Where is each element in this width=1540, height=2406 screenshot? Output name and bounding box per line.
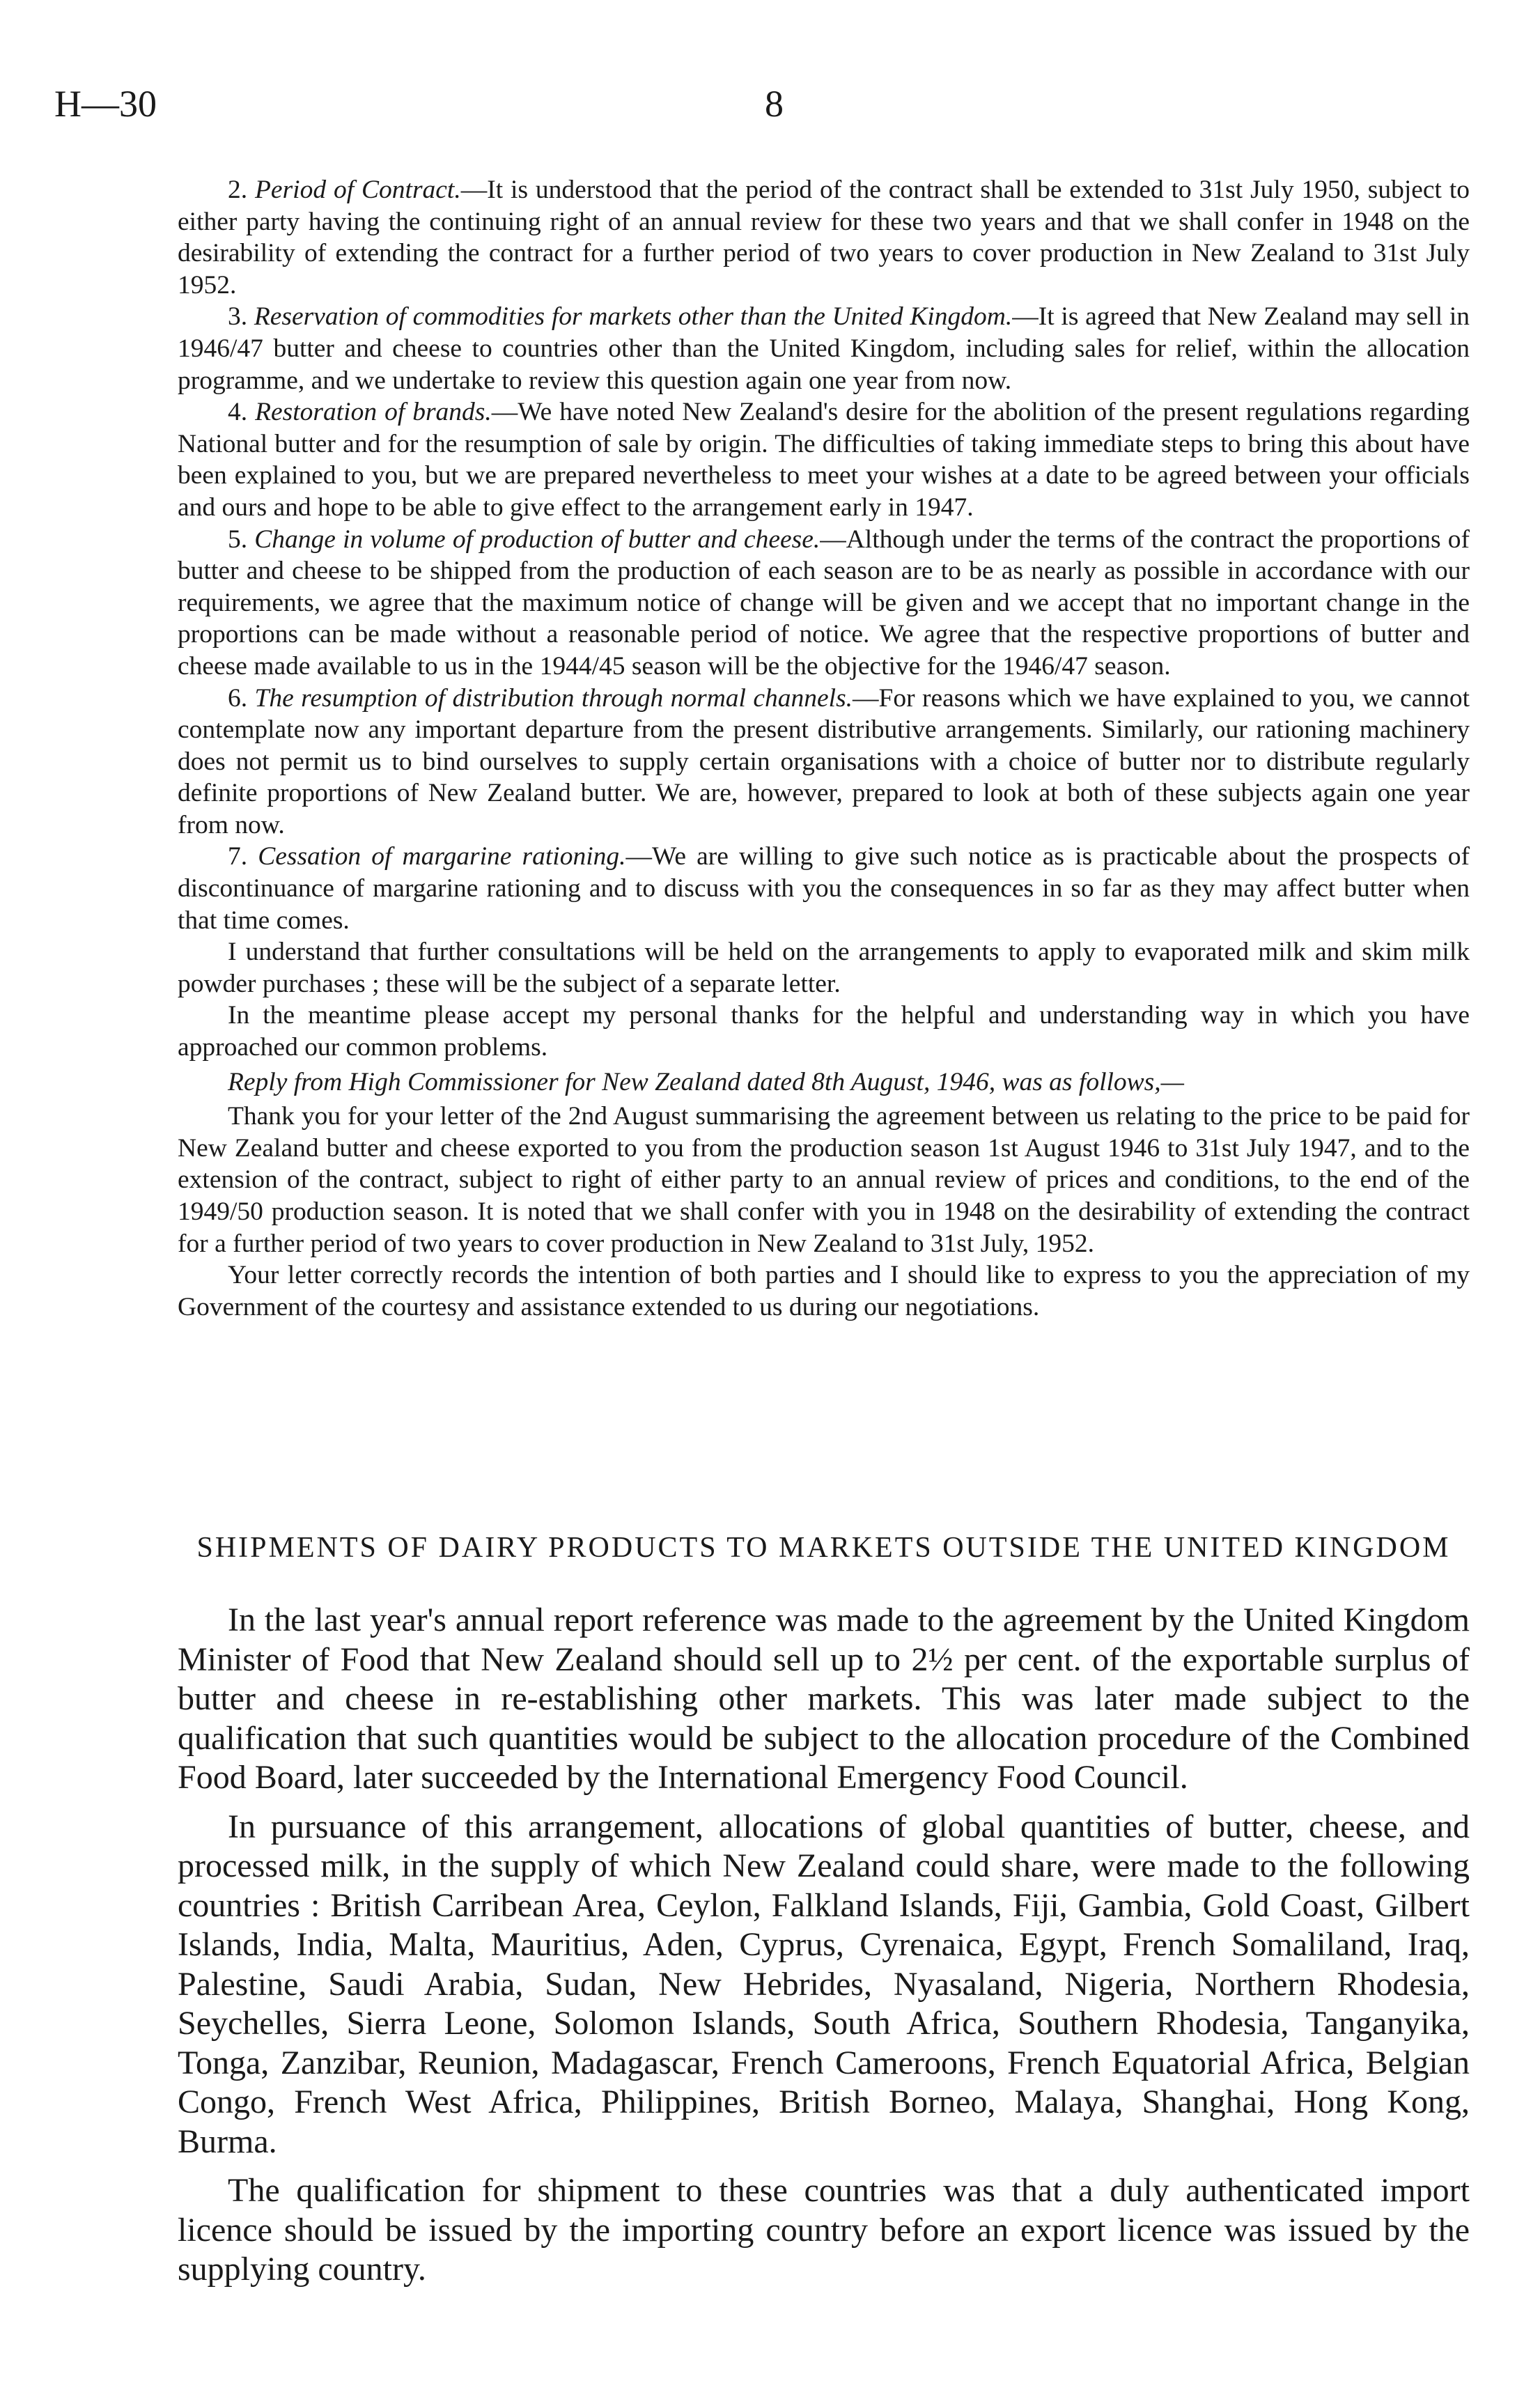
letter-item (178, 841, 1470, 936)
item-heading: Restoration of brands. (255, 398, 492, 427)
section-paragraph: The qualification for shipment to these countries was that a duly authenticated import licence should be issued by the importing country before an export licence was issued by the supplying country. (178, 2172, 1470, 2288)
reply-intro (178, 1066, 1470, 1099)
item-text: —It is understood that the period of the contract shall be extended to 31st July 1950, subject to either party having the continuing right of an annual review for these two years and that we shall confer in 1948 on the desirability of extending the contract for a further period of two years to cover production in New Zealand to 31st July 1952. (178, 176, 1470, 300)
item-text: —It is agreed that New Zealand may sell in 1946/47 butter and cheese to countries other than the United Kingdom, including sales for relief, within the allocation programme, and we undertake to review this question again one year from now. (178, 302, 1470, 395)
letter-item (178, 174, 1470, 301)
section-paragraph: In the last year's annual report reference was made to the agreement by the United Kingdom Minister of Food that New Zealand should sell up to 2½ per cent. of the exportable surplus of butter and cheese in re-establishing other markets. This was later made subject to the qualification that such quantities would be subject to the allocation procedure of the Combined Food Board, later succeeded by the International Emergency Food Council. (178, 1601, 1470, 1796)
item-text: —We are willing to give such notice as is practicable about the prospects of discontinuance of margarine rationing and to discuss with you the consequences in so far as they may affect butter when that time comes. (178, 842, 1470, 935)
item-number: 4. (228, 398, 256, 427)
letter-paragraph: In the meantime please accept my personal thanks for the helpful and understanding way in which you have approached our common problems. (178, 1001, 1470, 1062)
item-text: —For reasons which we have explained to you, we cannot contemplate now any important departure from the present distributive arrangements. Similarly, our rationing machinery does not permit us to bind ourselves to supply certain organisations with a choice of butter nor to distribute regularly definite proportions of New Zealand butter. We are, however, prepared to look at both of these subjects again one year from now. (178, 683, 1470, 839)
item-number: 3. (228, 302, 254, 332)
item-heading: Period of Contract. (255, 176, 461, 204)
item-number: 6. (228, 683, 255, 713)
page-number: 8 (765, 83, 784, 125)
item-text: —Although under the terms of the contract the proportions of butter and cheese to be shipped from the production of each season are to be as nearly as possible in accordance with our requirements, we agree that the maximum notice of change will be given and we accept that no important change in the proportions can be made without a reasonable period of notice. We agree that the respective proportions of butter and cheese made available to us in the 1944/45 season will be the objective for the 1946/47 season. (178, 525, 1470, 681)
section-body (178, 1601, 1470, 2299)
item-heading: Reservation of commodities for markets other than the United Kingdom. (254, 302, 1013, 332)
item-heading: Change in volume of production of butter and cheese. (254, 525, 820, 554)
item-text: —We have noted New Zealand's desire for the abolition of the present regulations regarding National butter and for the resumption of sale by origin. The difficulties of taking immediate steps to bring this about have been explained to you, but we are prepared nevertheless to meet your wishes at a date to be agreed between your officials and ours and hope to be able to give effect to the arrangement early in 1947. (178, 398, 1470, 522)
section-heading: SHIPMENTS OF DAIRY PRODUCTS TO MARKETS OUTSIDE THE UNITED KINGDOM (196, 1532, 1451, 1564)
item-heading: Cessation of margarine rationing. (258, 842, 626, 871)
item-heading: The resumption of distribution through normal channels. (254, 683, 853, 713)
item-number: 2. (228, 176, 256, 204)
letter-body (178, 174, 1470, 1323)
letter-item (178, 396, 1470, 523)
letter-item (178, 524, 1470, 683)
item-number: 5. (228, 525, 255, 554)
document-code: H—30 (54, 83, 157, 125)
reply-paragraph: Thank you for your letter of the 2nd August summarising the agreement between us relating to the price to be paid for New Zealand butter and cheese exported to you from the production season 1st August 1946 to 31st July 1947, and to the extension of the contract, subject to right of either party to an annual review of prices and conditions, to the end of the 1949/50 production season. It is noted that we shall confer with you in 1948 on the desirability of extending the contract for a further period of two years to cover production in New Zealand to 31st July, 1952. (178, 1102, 1470, 1258)
section-paragraph: In pursuance of this arrangement, allocations of global quantities of butter, cheese, and processed milk, in the supply of which New Zealand could share, were made to the following countries : British Carribean Area, Ceylon, Falkland Islands, Fiji, Gambia, Gold Coast, Gilbert Islands, India, Malta, Mauritius, Aden, Cyprus, Cyrenaica, Egypt, French Somaliland, Iraq, Palestine, Saudi Arabia, Sudan, New Hebrides, Nyasaland, Nigeria, Northern Rhodesia, Seychelles, Sierra Leone, Solomon Islands, South Africa, Southern Rhodesia, Tanganyika, Tonga, Zanzibar, Reunion, Madagascar, French Cameroons, French Equatorial Africa, Belgian Congo, French West Africa, Philippines, British Borneo, Malaya, Shanghai, Hong Kong, Burma. (178, 1808, 1470, 2160)
letter-item (178, 683, 1470, 841)
reply-paragraph: Your letter correctly records the intention of both parties and I should like to express to you the appreciation of my Government of the courtesy and assistance extended to us during our negotiations. (178, 1261, 1470, 1321)
reply-intro-text: Reply from High Commissioner for New Zealand dated 8th August, 1946, was as follows,— (228, 1067, 1184, 1096)
letter-item (178, 301, 1470, 396)
letter-paragraph: I understand that further consultations will be held on the arrangements to apply to evaporated milk and skim milk powder purchases ; these will be the subject of a separate letter. (178, 938, 1470, 998)
item-number: 7. (228, 842, 258, 871)
